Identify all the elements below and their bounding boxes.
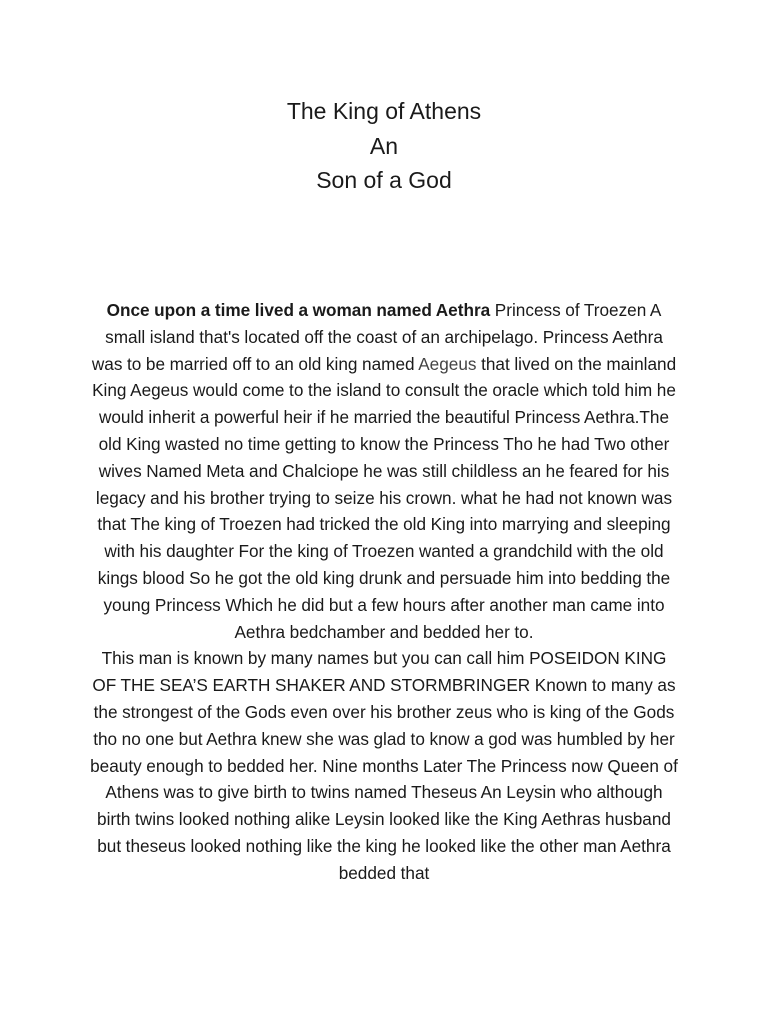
story-text-part1: Princess of Troezen A small island that's located off the coast of an archipelago. Princess Aethra was to be married off to an old king named: [91, 300, 663, 374]
title-line-2: An: [369, 132, 399, 159]
title-line-1: The King of Athens: [286, 98, 482, 124]
document-title: [0, 94, 768, 198]
story-paragraph-1: [88, 297, 680, 645]
story-text-part3: This man is known by many names but you can call him POSEIDON KING OF THE SEA’S EARTH SHAKER AND STORMBRINGER Known to many as the strongest of the Gods even over his brother zeus who is king of the Gods tho no one but Aethra knew she was glad to know a god was humbled by her beauty enough to bedded her. Nine months Later The Princess now Queen of Athens was to give birth to twins named Theseus An Leysin who although birth twins looked nothing alike Leysin looked like the King Aethras husband but theseus looked nothing like the king he looked like the other man Aethra bedded that: [90, 648, 678, 883]
story-text-part2: that lived on the mainland King Aegeus would come to the island to consult the oracle which told him he would inherit a powerful heir if he married the beautiful Princess Aethra.The old King wasted no time getting to know the Princess Tho he had Two other wives Named Meta and Chalciope he was still childless an he feared for his legacy and his brother trying to seize his crown. what he had not known was that The king of Troezen had tricked the old King into marrying and sleeping with his daughter For the king of Troezen wanted a grandchild with the old kings blood So he got the old king drunk and persuade him into bedding the young Princess Which he did but a few hours after another man came into Aethra bedchamber and bedded her to.: [92, 353, 677, 642]
story-paragraph-2: [88, 645, 680, 886]
aegeus-name: Aegeus: [418, 353, 477, 374]
title-line-3: Son of a God: [316, 167, 452, 193]
story-body: [88, 297, 680, 887]
story-opening-bold: Once upon a time lived a woman named Aethra: [106, 300, 491, 320]
